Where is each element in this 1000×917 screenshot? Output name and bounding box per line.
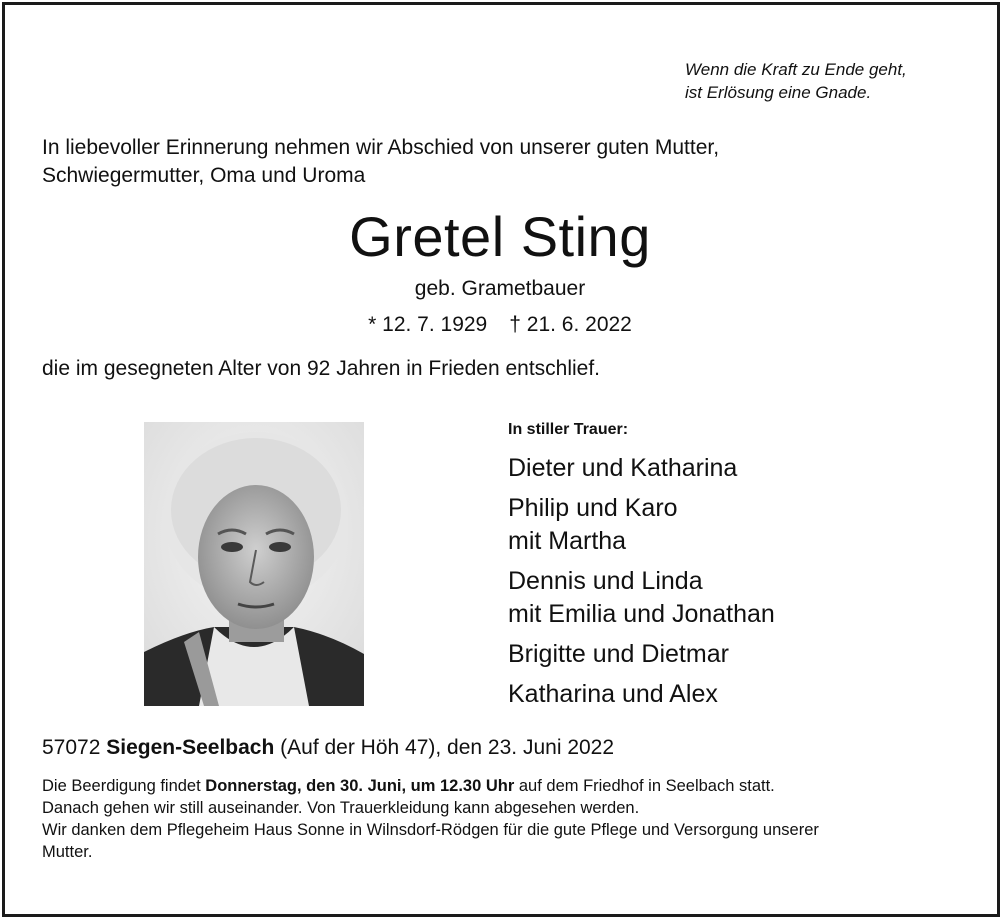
- notice-line-3: Wir danken dem Pflegeheim Haus Sonne in Wilnsdorf-Rödgen für die gute Pflege und Versorgung unserer: [42, 821, 819, 839]
- funeral-datetime: Donnerstag, den 30. Juni, um 12.30 Uhr: [205, 777, 515, 795]
- death-date: † 21. 6. 2022: [509, 313, 632, 336]
- quote: [685, 58, 907, 104]
- mourner-group: [508, 492, 775, 558]
- birth-date: * 12. 7. 1929: [368, 313, 488, 336]
- mourner-group: [508, 678, 775, 711]
- age-text: die im gesegneten Alter von 92 Jahren in Frieden entschlief.: [42, 357, 601, 380]
- mourners-list: [508, 452, 775, 718]
- notice-line-1: [42, 775, 972, 797]
- deceased-name: Gretel Sting: [349, 205, 651, 268]
- life-dates: [0, 313, 1000, 337]
- mourner-line: mit Emilia und Jonathan: [508, 600, 775, 628]
- notice-text: Die Beerdigung findet: [42, 777, 206, 795]
- intro-line-2: Schwiegermutter, Oma und Uroma: [42, 164, 366, 187]
- portrait-photo: [144, 422, 364, 706]
- place-date-line: [42, 736, 614, 760]
- quote-line-2: ist Erlösung eine Gnade.: [685, 83, 872, 102]
- quote-line-1: Wenn die Kraft zu Ende geht,: [685, 60, 907, 79]
- mourner-line: Dennis und Linda: [508, 567, 703, 595]
- mourner-line: mit Martha: [508, 527, 627, 555]
- maiden-name: geb. Grametbauer: [414, 277, 586, 300]
- mourner-line: Dieter und Katharina: [508, 454, 738, 482]
- postcode: 57072: [42, 736, 101, 759]
- mourner-line: Philip und Karo: [508, 494, 678, 522]
- city: Siegen-Seelbach: [106, 736, 275, 759]
- mourner-line: Brigitte und Dietmar: [508, 640, 729, 668]
- mourner-line: Katharina und Alex: [508, 680, 718, 708]
- mourner-group: [508, 565, 775, 631]
- notice-line-2: Danach gehen wir still auseinander. Von Trauerkleidung kann abgesehen werden.: [42, 799, 640, 817]
- mourner-group: [508, 452, 775, 485]
- funeral-notice: [42, 775, 972, 863]
- mourner-group: [508, 638, 775, 671]
- intro-text: [42, 134, 719, 190]
- notice-line-4: Mutter.: [42, 843, 93, 861]
- notice-text: auf dem Friedhof in Seelbach statt.: [514, 777, 775, 795]
- intro-line-1: In liebevoller Erinnerung nehmen wir Abschied von unserer guten Mutter,: [42, 136, 720, 159]
- mourners-heading: In stiller Trauer:: [508, 421, 629, 438]
- address-date: (Auf der Höh 47), den 23. Juni 2022: [274, 736, 615, 759]
